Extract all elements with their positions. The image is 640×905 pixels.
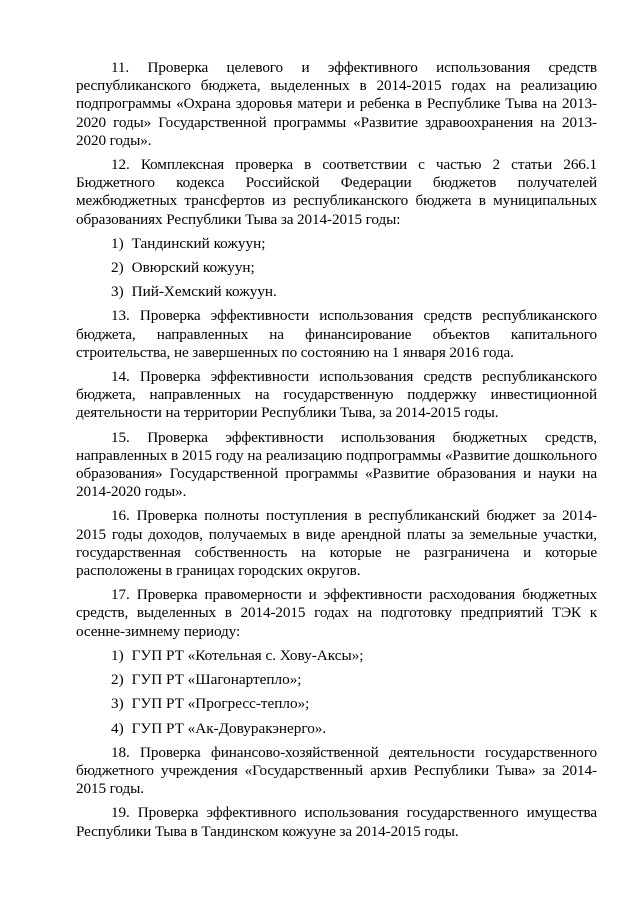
list-item bbox=[76, 647, 597, 665]
list-item-number: 2) bbox=[111, 259, 124, 277]
list-item-number: 3) bbox=[111, 283, 124, 301]
document-body bbox=[76, 59, 597, 847]
list-item bbox=[76, 283, 597, 301]
list-item-text: Пий-Хемский кожуун. bbox=[131, 283, 277, 301]
list-item-text: ГУП РТ «Ак-Довуракэнерго». bbox=[131, 719, 327, 737]
paragraph-16: 16. Проверка полноты поступления в республиканский бюджет за 2014-2015 годы доходов, получаемых в виде арендной платы за земельные участки, государственная собственность на которые не разграничена и которые расположены в границах городских округов. bbox=[76, 507, 597, 580]
list-item-number: 1) bbox=[111, 234, 124, 252]
list-item-number: 3) bbox=[111, 695, 124, 713]
list-item bbox=[76, 695, 597, 713]
list-item bbox=[76, 671, 597, 689]
list-17 bbox=[76, 647, 597, 738]
list-item-number: 2) bbox=[111, 671, 124, 689]
list-item-text: ГУП РТ «Прогресс-тепло»; bbox=[131, 695, 310, 713]
list-item bbox=[76, 720, 597, 738]
list-item bbox=[76, 235, 597, 253]
list-item-text: Тандинский кожуун; bbox=[131, 234, 266, 252]
list-item-text: ГУП РТ «Шагонартепло»; bbox=[131, 671, 302, 689]
list-item-text: ГУП РТ «Котельная с. Хову-Аксы»; bbox=[131, 646, 364, 664]
paragraph-11: 11. Проверка целевого и эффективного использования средств республиканского бюджета, выделенных в 2014-2015 годах на реализацию подпрограммы «Охрана здоровья матери и ребенка в Республике Тыва на 2013-2020 годы» Государственной программы «Развитие здравоохранения на 2013-2020 годы». bbox=[76, 59, 597, 149]
paragraph-17: 17. Проверка правомерности и эффективности расходования бюджетных средств, выделенных в 2014-2015 годах на подготовку предприятий ТЭК к осенне-зимнему периоду: bbox=[76, 586, 597, 640]
paragraph-14: 14. Проверка эффективности использования средств республиканского бюджета, направленных на государственную поддержку инвестиционной деятельности на территории Республики Тыва, за 2014-2015 годы. bbox=[76, 368, 597, 422]
list-item-text: Овюрский кожуун; bbox=[131, 259, 255, 277]
paragraph-12: 12. Комплексная проверка в соответствии с частью 2 статьи 266.1 Бюджетного кодекса Российской Федерации бюджетов получателей межбюджетных трансфертов из республиканского бюджета в муниципальных образованиях Республики Тыва за 2014-2015 годы: bbox=[76, 156, 597, 228]
paragraph-19: 19. Проверка эффективного использования государственного имущества Республики Тыва в Тандинском кожууне за 2014-2015 годы. bbox=[76, 804, 597, 840]
paragraph-18: 18. Проверка финансово-хозяйственной деятельности государственного бюджетного учреждения «Государственный архив Республики Тыва» за 2014-2015 годы. bbox=[76, 743, 597, 798]
paragraph-15: 15. Проверка эффективности использования бюджетных средств, направленных в 2015 году на реализацию подпрограммы «Развитие дошкольного образования» Государственной программы «Развитие образования и науки на 2014-2020 годы». bbox=[76, 428, 597, 501]
list-item-number: 1) bbox=[111, 646, 124, 664]
list-12 bbox=[76, 235, 597, 302]
list-item bbox=[76, 259, 597, 277]
paragraph-13: 13. Проверка эффективности использования средств республиканского бюджета, направленных на финансирование объектов капитального строительства, не завершенных по состоянию на 1 января 2016 года. bbox=[76, 307, 597, 361]
list-item-number: 4) bbox=[111, 719, 124, 737]
